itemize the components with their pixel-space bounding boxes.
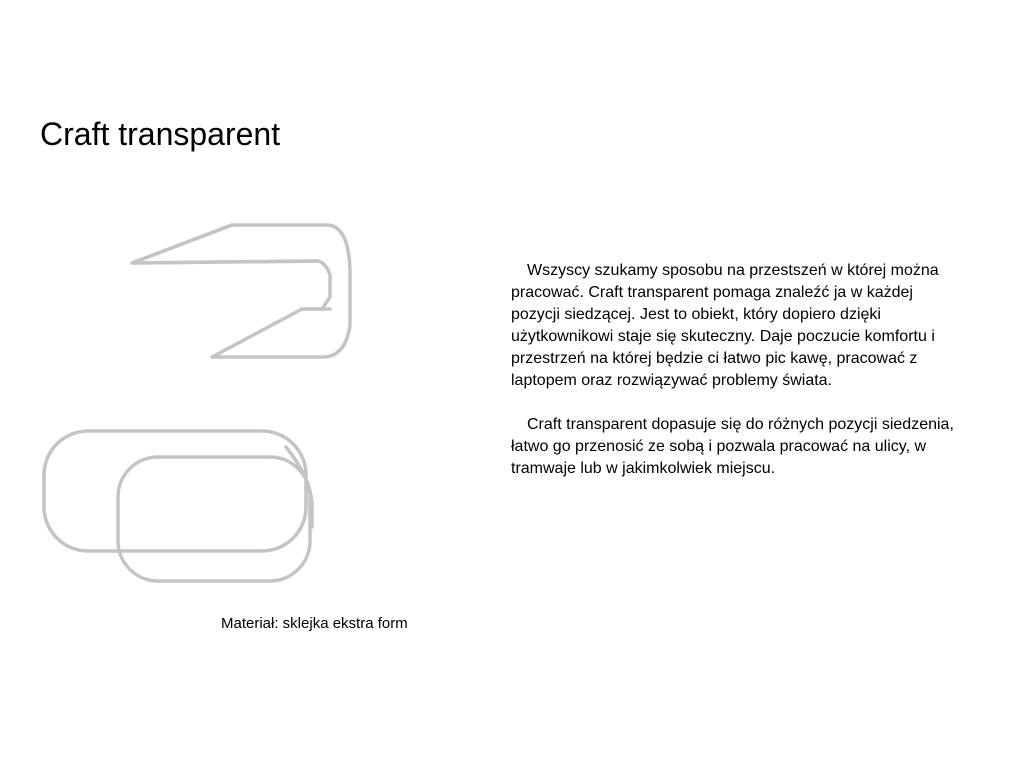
sketch-bottom-connector (286, 447, 312, 527)
description-paragraph: Wszyscy szukamy sposobu na przestszeń w której można pracować. Craft transparent pomaga znaleźć ja w każdej pozycji siedzącej. Jest to obiekt, który dopiero dzięki użytkownikowi staje się skuteczny. Daje poczucie komfortu i przestrzeń na której będzie ci łatwo pic kawę, pracować z laptopem oraz rozwiązywać problemy świata. (511, 262, 939, 389)
sketch-bottom-front-form (118, 457, 310, 581)
description-text (511, 260, 961, 480)
sketch-bottom-back-form (44, 431, 306, 551)
material-caption: Materiał: sklejka ekstra form (221, 615, 408, 632)
sketch-top-inner-edge (132, 225, 318, 263)
description-paragraph: Craft transparent dopasuje się do różnych pozycji siedzenia, łatwo go przenosić ze sobą i pozwala pracować na ulicy, w tramwaje lub w jakimkolwiek miejscu. (511, 416, 954, 477)
slide-title: Craft transparent (40, 116, 281, 152)
sketch-top-outline (132, 225, 350, 357)
chair-sketch-illustration (40, 215, 360, 585)
